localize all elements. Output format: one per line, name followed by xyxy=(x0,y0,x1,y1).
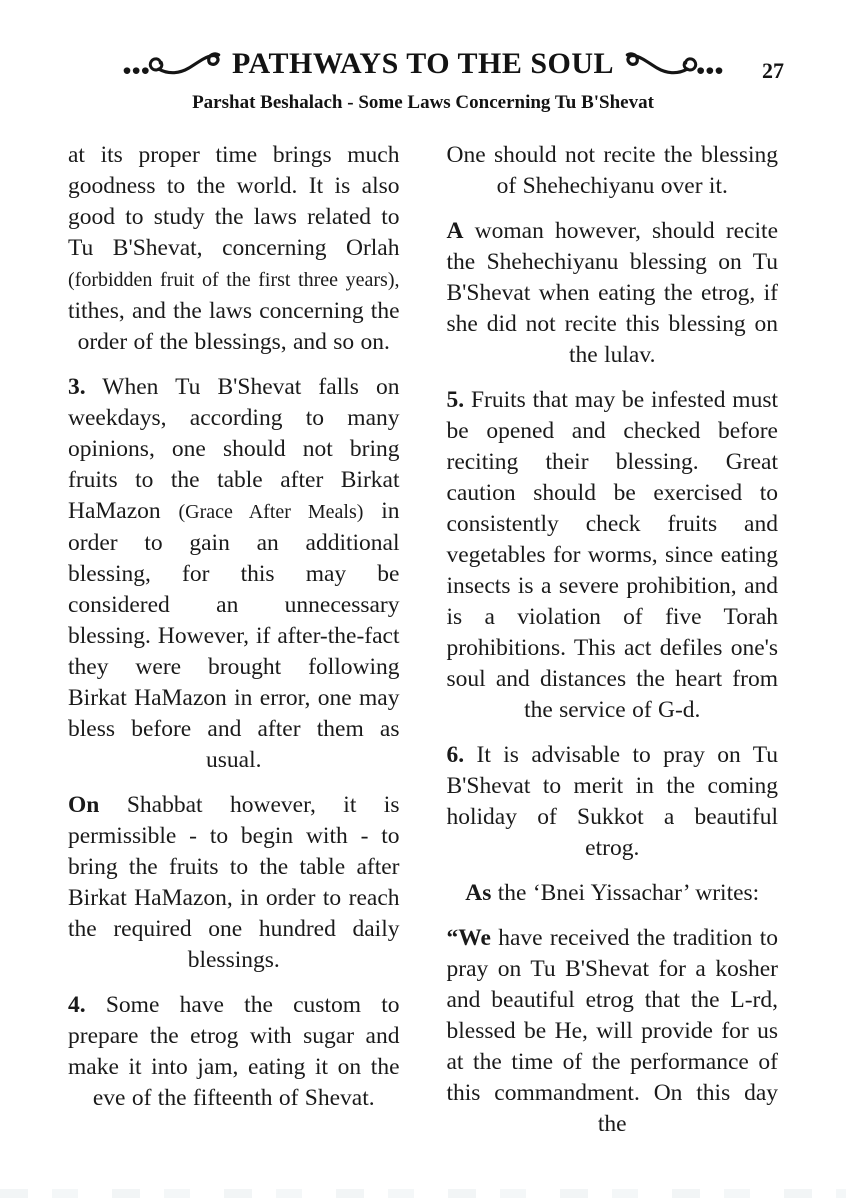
flourish-right-icon xyxy=(624,44,724,84)
body-text: the ‘Bnei Yissachar’ writes: xyxy=(491,880,760,906)
body-text: Fruits that may be infested must be opened and checked before reciting their blessing. Great caution should be exercised to consistently check fruits and vegetables for worms, since eating insects is a severe prohibition, and is a violation of five Torah prohibitions. This act defiles one's soul and distances the heart from the service of G-d. xyxy=(446,387,778,723)
lead-word: 4. xyxy=(68,992,86,1018)
paragraph xyxy=(68,790,400,976)
body-text: Shabbat however, it is permissible - to begin with - to bring the fruits to the table after Birkat HaMazon, in order to reach the required one hundred daily blessings. xyxy=(68,792,400,973)
lead-word: A xyxy=(446,218,464,244)
paragraph xyxy=(68,140,400,358)
body-text: at its proper time brings much goodness to the world. It is also good to study the laws related to Tu B'Shevat, concerning Orlah xyxy=(68,142,400,261)
body-text: Some have the custom to prepare the etrog with sugar and make it into jam, eating it on the eve of the fifteenth of Shevat. xyxy=(68,992,400,1111)
two-column-text xyxy=(0,140,846,1154)
paragraph xyxy=(68,990,400,1114)
left-column xyxy=(68,140,400,1154)
paragraph xyxy=(447,740,779,864)
parenthetical-note: (Grace After Meals) xyxy=(178,501,364,523)
section-subtitle: Parshat Beshalach - Some Laws Concerning Tu B'Shevat xyxy=(192,92,654,113)
title-row xyxy=(0,0,846,84)
paragraph xyxy=(68,372,400,776)
body-text: One should not recite the blessing of Shehechiyanu over it. xyxy=(446,142,778,199)
paragraph xyxy=(447,923,779,1140)
right-column xyxy=(447,140,779,1154)
page-title: PATHWAYS TO THE SOUL xyxy=(231,47,615,80)
parenthetical-note: (forbidden fruit of the first three years), xyxy=(68,269,400,291)
lead-word: As xyxy=(465,880,492,906)
lead-word: “We xyxy=(446,925,491,951)
body-text: have received the tradition to pray on Tu B'Shevat for a kosher and beautiful etrog that the L-rd, blessed be He, will provide for us at the time of the performance of this commandment. On this day the xyxy=(446,925,778,1137)
page-header xyxy=(0,0,846,114)
body-text: woman however, should recite the Shehechiyanu blessing on Tu B'Shevat when eating the etrog, if she did not recite this blessing on the lulav. xyxy=(446,218,778,368)
lead-word: On xyxy=(68,792,100,818)
body-text: tithes, and the laws concerning the order of the blessings, and so on. xyxy=(68,298,400,355)
body-text: in order to gain an additional blessing, for this may be considered an unnecessary blessing. However, if after-the-fact they were brought following Birkat HaMazon in error, one may bless before and after them as usual. xyxy=(68,498,400,773)
body-text: It is advisable to pray on Tu B'Shevat to merit in the coming holiday of Sukkot a beautiful etrog. xyxy=(446,742,778,861)
flourish-left-icon xyxy=(122,44,222,84)
lead-word: 3. xyxy=(68,374,86,400)
lead-word: 6. xyxy=(446,742,465,768)
paragraph xyxy=(447,878,779,909)
lead-word: 5. xyxy=(446,387,465,413)
page-number: 27 xyxy=(762,58,784,83)
paragraph xyxy=(447,385,779,726)
paragraph xyxy=(447,216,779,371)
paragraph xyxy=(447,140,779,202)
body-text: When Tu B'Shevat falls on weekdays, according to many opinions, one should not bring fruits to the table after Birkat HaMazon xyxy=(68,374,400,524)
page-bottom-artifact xyxy=(0,1189,846,1198)
